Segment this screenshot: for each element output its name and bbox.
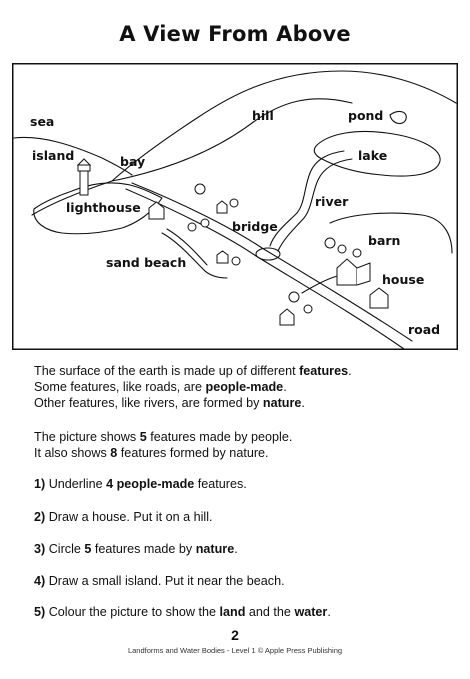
footer-credit: Landforms and Water Bodies - Level 1 © Apple Press Publishing [127,646,343,655]
page-title: A View From Above [119,22,351,46]
label-lighthouse: lighthouse [66,200,141,215]
label-river: river [315,194,349,209]
label-sand-beach: sand beach [106,255,187,270]
label-bay: bay [120,154,146,169]
label-island: island [32,148,75,163]
label-lake: lake [358,148,388,163]
label-hill: hill [252,108,274,123]
label-sea: sea [30,114,55,129]
task-5: 5) Colour the picture to show the land and the water. [34,605,331,619]
label-house: house [382,272,425,287]
intro-paragraph-1: The surface of the earth is made up of different features. Some features, like roads, are people-made. Other features, like rivers, are formed by nature. [34,364,352,410]
label-road: road [408,322,441,337]
task-2: 2) Draw a house. Put it on a hill. [34,510,213,524]
task-3: 3) Circle 5 features made by nature. [34,542,238,556]
label-bridge: bridge [232,219,278,234]
label-barn: barn [368,233,401,248]
intro-paragraph-2: The picture shows 5 features made by people. It also shows 8 features formed by nature. [34,430,293,460]
page-number: 2 [231,627,239,643]
landscape-illustration [12,63,458,350]
task-1: 1) Underline 4 people-made features. [34,477,247,491]
label-pond: pond [348,108,384,123]
task-4: 4) Draw a small island. Put it near the beach. [34,574,285,588]
lighthouse-drawing [78,159,90,195]
